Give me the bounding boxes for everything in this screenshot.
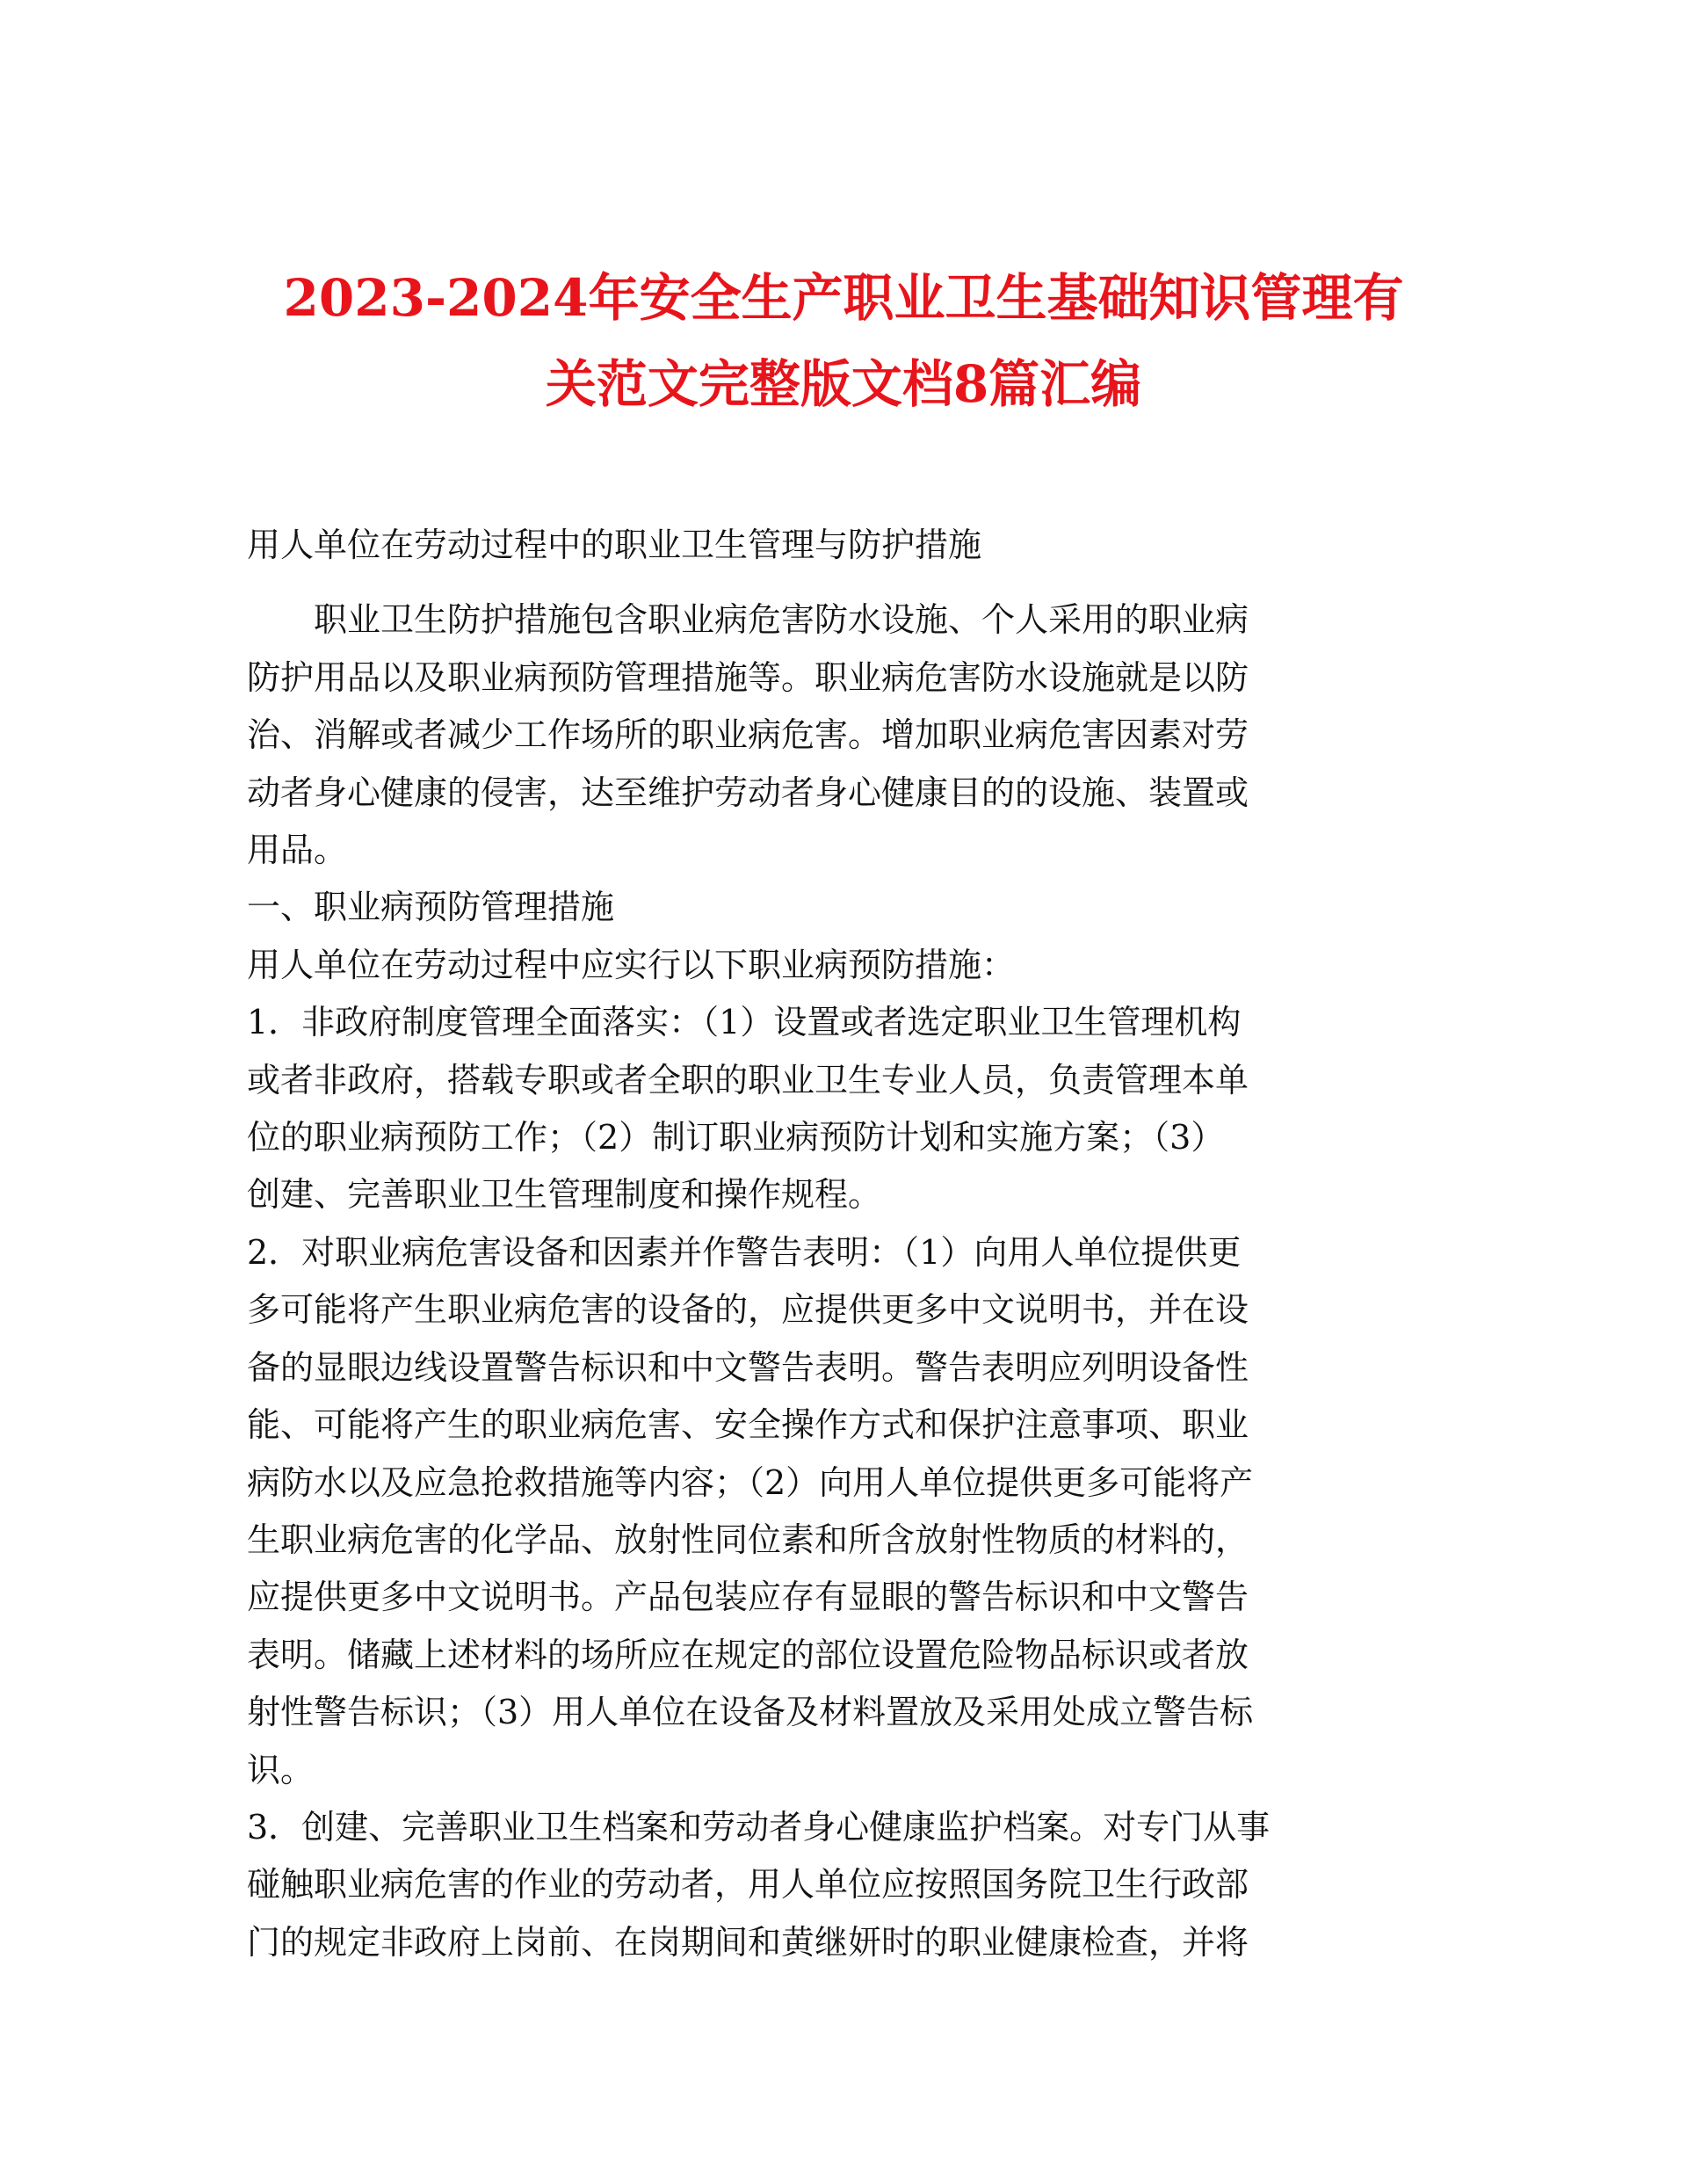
intro-line-2: 防护用品以及职业病预防管理措施等。职业病危害防水设施就是以防	[247, 657, 1249, 697]
document-title	[176, 255, 1511, 427]
intro-line-4: 动者身心健康的侵害，达至维护劳动者身心健康目的的设施、装置或	[247, 773, 1249, 812]
title-line-1: 2023-2024年安全生产职业卫生基础知识管理有	[283, 268, 1404, 328]
item2-line-2: 多可能将产生职业病危害的设备的，应提供更多中文说明书，并在设	[247, 1290, 1249, 1330]
section-lead: 用人单位在劳动过程中应实行以下职业病预防措施：	[247, 945, 1016, 984]
item2-line-6: 生职业病危害的化学品、放射性同位素和所含放射性物质的材料的，	[247, 1520, 1249, 1559]
document-body	[247, 517, 1424, 1971]
item1-line-1: 1．非政府制度管理全面落实：（1）设置或者选定职业卫生管理机构	[247, 1003, 1242, 1042]
item1-line-3: 位的职业病预防工作；（2）制订职业病预防计划和实施方案；（3）	[247, 1118, 1225, 1157]
intro-line-3: 治、消解或者减少工作场所的职业病危害。增加职业病危害因素对劳	[247, 715, 1249, 755]
item3-line-2: 碰触职业病危害的作业的劳动者，用人单位应按照国务院卫生行政部	[247, 1865, 1249, 1905]
title-line-2: 关范文完整版文档8篇汇编	[545, 354, 1142, 414]
item1-line-4: 创建、完善职业卫生管理制度和操作规程。	[247, 1175, 882, 1215]
item2-line-7: 应提供更多中文说明书。产品包装应存有显眼的警告标识和中文警告	[247, 1578, 1249, 1617]
item2-line-3: 备的显眼边线设置警告标识和中文警告表明。警告表明应列明设备性	[247, 1347, 1249, 1387]
item2-line-5: 病防水以及应急抢救措施等内容；（2）向用人单位提供更多可能将产	[247, 1462, 1254, 1502]
section-heading: 一、职业病预防管理措施	[247, 888, 615, 927]
intro-line-5: 用品。	[247, 831, 348, 870]
list-item-2	[247, 1224, 1424, 1799]
intro-line-1: 职业卫生防护措施包含职业病危害防水设施、个人采用的职业病	[314, 600, 1249, 640]
item1-line-2: 或者非政府，搭载专职或者全职的职业卫生专业人员，负责管理本单	[247, 1060, 1249, 1099]
item2-line-1: 2．对职业病危害设备和因素并作警告表明：（1）向用人单位提供更	[247, 1232, 1242, 1272]
subtitle: 用人单位在劳动过程中的职业卫生管理与防护措施	[247, 526, 982, 564]
item3-line-1: 3．创建、完善职业卫生档案和劳动者身心健康监护档案。对专门从事	[247, 1807, 1271, 1847]
list-item-3	[247, 1799, 1424, 1971]
intro-paragraph	[247, 591, 1424, 879]
list-item-1	[247, 994, 1424, 1224]
item2-line-9: 射性警告标识；（3）用人单位在设备及材料置放及采用处成立警告标	[247, 1693, 1254, 1732]
item2-line-10: 识。	[247, 1750, 315, 1789]
item2-line-4: 能、可能将产生的职业病危害、安全操作方式和保护注意事项、职业	[247, 1405, 1249, 1445]
item2-line-8: 表明。储藏上述材料的场所应在规定的部位设置危险物品标识或者放	[247, 1635, 1249, 1674]
item3-line-3: 门的规定非政府上岗前、在岗期间和黄继妍时的职业健康检查，并将	[247, 1922, 1249, 1962]
